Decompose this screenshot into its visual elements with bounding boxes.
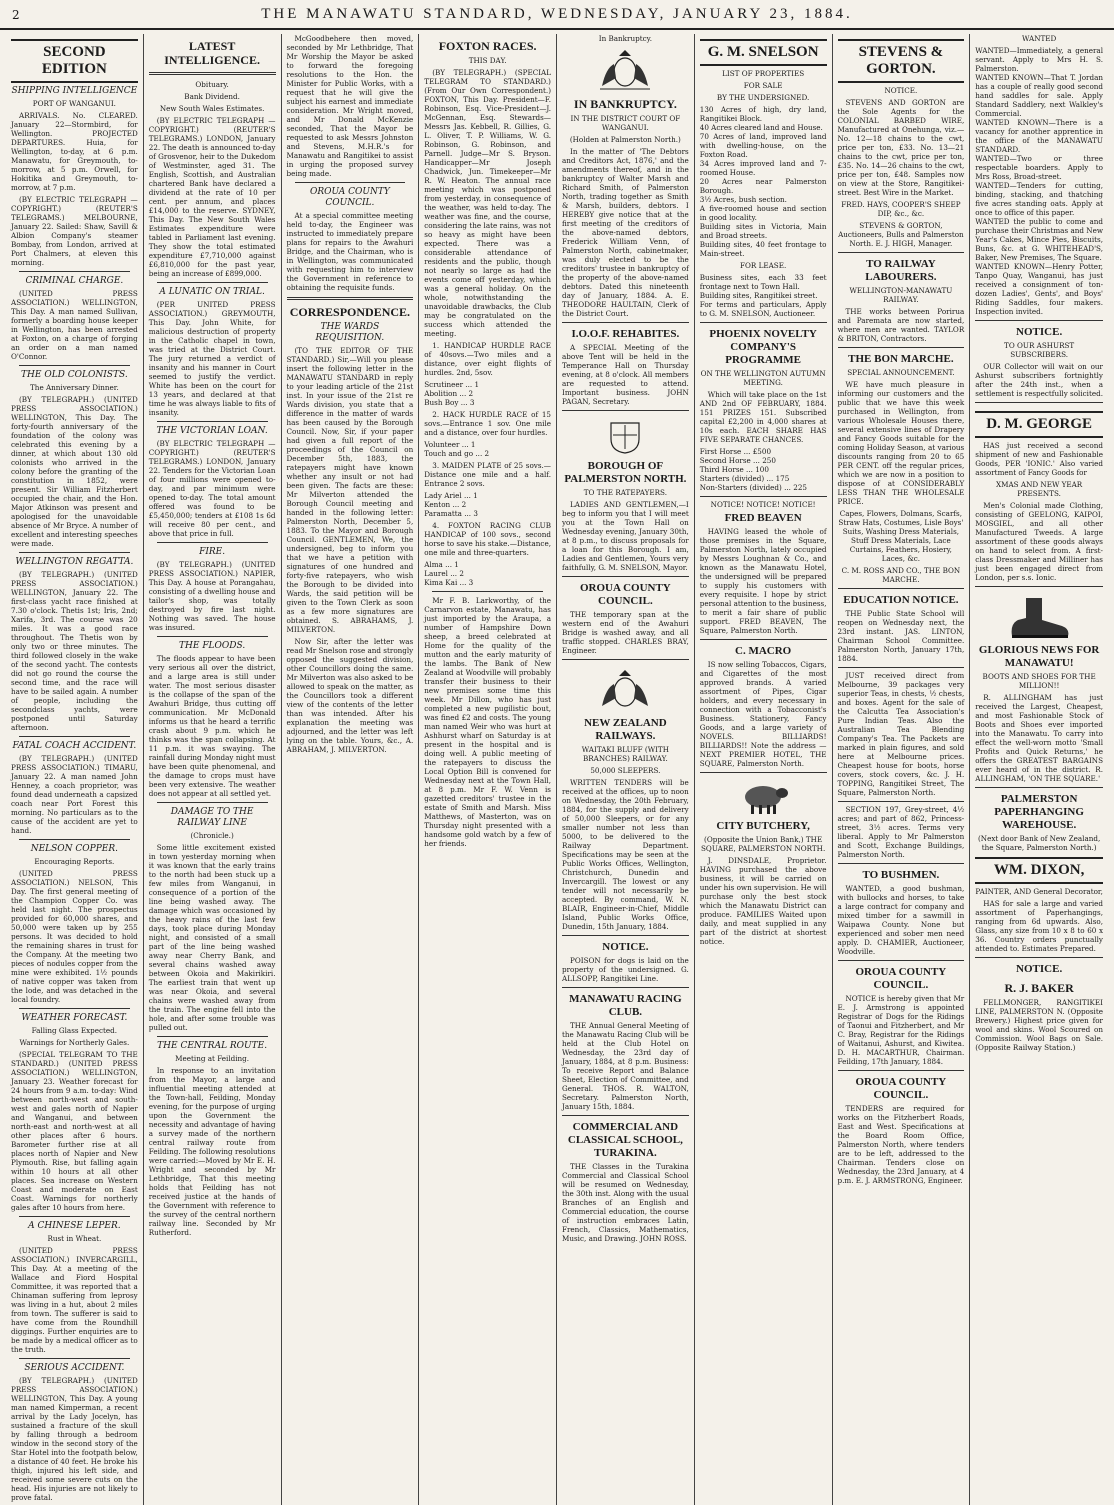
stevens-notice: NOTICE. — [884, 86, 918, 95]
school-body: THE Classes in the Turakina Commercial and Classical School will be resumed on Wednesday, the 30th inst. Along with the usual Branches of an English and Commercial education, the course of instruction embraces Latin, French, Classics, Mathematics, Music, and Drawing. JOHN ROSS. — [562, 1162, 689, 1243]
butchery-heading: CITY BUTCHERY, — [716, 820, 810, 832]
george-heading: D. M. GEORGE — [975, 411, 1103, 438]
snelson-for-sale: FOR SALE — [743, 81, 783, 90]
second-edition-heading: SECOND EDITION — [11, 39, 138, 83]
dixon-body: HAS for sale a large and varied assortment of Paperhangings, ranging from 6d upwards. Also, Glass, any size from 10 x 8 to 60 x 36. Country orders punctually attended to. Estimates Prepared. — [975, 899, 1103, 953]
bankruptcy-label: In Bankruptcy. — [598, 34, 653, 43]
section-body: SECTION 197, Grey-street, 4½ acres; and part of 862, Princess-street, 3½ acres. Terms very liberal. Apply to Mr Palmerston and Scott, Exchange Buildings, Palmerston North. — [837, 805, 965, 859]
railway-labourers-body: THE works between Porirua and Paremata are now started, where men are wanted. TAYLOR & BRITON, Contractors. — [837, 307, 965, 343]
ratepayers-body: LADIES AND GENTLEMEN,—I beg to inform you that I will meet you at the Town Hall on Wednesday evening, January 30th, at 8 p.m., to discuss proposals for a loan for this Borough. I am, Ladies and Gentlemen, Yours very faithfully, G. M. SNELSON, Mayor. — [562, 500, 689, 572]
oroua-dogs-heading: OROUA COUNTY COUNCIL. — [855, 966, 947, 991]
railways-heading: NEW ZEALAND RAILWAYS. — [584, 717, 667, 742]
railway-labourers-subheading: WELLINGTON-MANAWATU RAILWAY. — [849, 286, 953, 304]
snelson-list-title: LIST OF PROPERTIES — [722, 69, 805, 78]
masthead-title: THE MANAWATU STANDARD, WEDNESDAY, JANUARY 23, 1884. — [261, 5, 853, 22]
foxton-races-subheading: THIS DAY. — [468, 56, 507, 65]
coach-body: (BY TELEGRAPH.) (UNITED PRESS ASSOCIATION.) TIMARU, January 22. A man named John Henney, a coach proprietor, was found dead underneath a capsized coach near Port Forest this morning. No particulars as to the cause of the accident are yet to hand. — [11, 754, 138, 835]
oroua-notice-heading: OROUA COUNTY COUNCIL. — [579, 582, 671, 607]
ioof-notice — [562, 322, 689, 406]
obituary-heading: Obituary. — [195, 80, 229, 89]
court-heading: IN THE DISTRICT COURT OF WANGANUI. — [570, 114, 681, 132]
bankruptcy-body: In the matter of 'The Debtors and Creditors Act, 1876,' and the amendments thereof, and in the bankruptcy of Walter Marsh and Richard Smith, of Palmerston North, trading together as Smith & Marsh, builders, debtors. I HEREBY give notice that at the first meeting of the creditors of the above-named debtors, Frederick William Venn, of Palmerston North, cabinetmaker, was duly elected to be the creditors' trustee in bankruptcy of the property of the above-named debtors. Dated this nineteenth day of January, 1884. A. E. THEODORE HAULTAIN, Clerk of the District Court. — [562, 147, 689, 318]
phoenix-ad — [700, 322, 827, 492]
regatta-body: (BY TELEGRAPH.) (UNITED PRESS ASSOCIATION.) WELLINGTON, January 22. The first-class yacht race finished at 7.30 o'clock. Thetis 1st; Iris, 2nd; Xarifa, 3rd. The course was 20 miles. It was a good race throughout. The Thetis won by only two or three minutes. The third followed closely in the wake of the second yacht. The contests did not go round the course the second time, and the race will have to be sailed again. A number of people, including the secondclass yachts, were postponed until Saturday afternoon. — [11, 570, 138, 732]
column-5 — [557, 34, 695, 1505]
racing-club-heading: MANAWATU RACING CLUB. — [569, 993, 682, 1018]
ioof-body: A SPECIAL Meeting of the above Tent will be held in the Temperance Hall on Thursday evening, at 8 o'clock. All members are requested to attend. Important business. JOHN PAGAN, Secretary. — [562, 343, 689, 406]
railway-damage-source: (Chronicle.) — [190, 831, 234, 840]
snelson-heading: G. M. SNELSON — [700, 39, 827, 66]
correspondence-heading: CORRESPONDENCE. — [289, 305, 411, 319]
wanted-label: WANTED — [1021, 34, 1057, 43]
divider — [19, 552, 130, 553]
borough-heading: BOROUGH OF PALMERSTON NORTH. — [564, 460, 687, 485]
boots-ad — [975, 586, 1103, 783]
weather-heading: WEATHER FORECAST. — [21, 1013, 128, 1023]
sheep-dip-heading: FRED. HAYS, COOPER'S SHEEP DIP, &c., &c. — [841, 200, 961, 218]
divider — [19, 1358, 130, 1359]
beaven-body: HAVING leased the whole of those premises in the Square, Palmerston North, lately occupied by Messrs Loughnan & Co., and known as the Manawatu Hotel, the undersigned will be prepared to supply his customers with every requisite. I hope by strict personal attention to the business, to merit a fair share of public support. FRED BEAVEN, The Square, Palmerston North. — [699, 527, 827, 635]
royal-crest-icon — [594, 48, 656, 92]
butchery-subheading: (Opposite the Union Bank,) THE SQUARE, PALMERSTON NORTH. — [701, 835, 826, 853]
obituary-body: (BY ELECTRIC TELEGRAPH — COPYRIGHT.) (REUTER'S TELEGRAMS.) LONDON, January 22. The death is announced to-day of Grosvenor, heir to the Dukedom of Westminster, aged 31. The English, Scottish, and Australian chartered Bank have declared a dividend at the rate of 10 per cent. per annum, and places £14,000 to the reserve. SYDNEY, This Day. The New South Wales Estimates expenditure were tabled in Parliament last evening. They show the total estimated expenditure £7,710,000 against £6,810,000 for the past year, being an increase of £899,000. — [148, 116, 276, 278]
divider — [157, 1036, 268, 1037]
oroua-body: At a special committee meeting held to-day, the Engineer was instructed to immediately prepare plans for repairs to the Awahuri Bridge, and the Chairman, who is in Wellington, was communicated with requesting him to interview the Government in reference to obtaining the requisite funds. — [286, 211, 414, 292]
loan-heading: THE VICTORIAN LOAN. — [156, 426, 268, 436]
railway-damage-heading: DAMAGE TO THE RAILWAY LINE — [170, 807, 254, 828]
colonists-subheading: The Anniversary Dinner. — [30, 383, 119, 392]
railway-labourers-ad — [838, 252, 965, 343]
latest-heading: LATEST INTELLIGENCE. — [164, 39, 260, 67]
colonists-heading: THE OLD COLONISTS. — [21, 370, 128, 380]
floods-heading: THE FLOODS. — [179, 641, 246, 651]
oroua-tenders-body: TENDERS are required for works on the Fitzherbert Roads, East and West. Specifications at the Board Room Office, Palmerston North, where tenders are to be left, addressed to the Chairman. Tenders close on Wednesday, the 23rd January, at 4 p.m. E. J. ARMSTRONG, Engineer. — [837, 1104, 965, 1185]
column-2 — [144, 34, 282, 1505]
school-heading: COMMERCIAL AND CLASSICAL SCHOOL, TURAKINA. — [567, 1121, 683, 1159]
central-route-subheading: Meeting at Feilding. — [175, 1054, 250, 1063]
divider — [19, 736, 130, 737]
royal-crest-icon — [594, 668, 656, 712]
divider — [287, 297, 414, 300]
local-news-body: Mr F. B. Larkworthy, of the Carnarvon estate, Manawatu, has just imported by the Araupa, a number of Hampshire Down sheep, a breed celebrated at Home for the quality of the mutton and the early maturity of the lambs. The Bank of New Zealand at Woodville will probably transfer their business to their new premises some time this week. Mr Dillon, who has just completed a new pugilistic bout, was fined £2 and costs. The young man named Weir who was hurt at Ashhurst wharf on Saturday is at present in the hospital and is doing well. A public meeting of the ratepayers to discuss the Local Option Bill is convened for Wednesday next at the Town Hall, at 8 p.m. Mr F. W. Venn is gazetted creditors' trustee in the estate of Smith and Marsh. Miss Matthews, of Masterton, was on Thursday night presented with a handsome gold watch by a few of her friends. — [424, 596, 551, 848]
bon-marche-ad — [838, 347, 965, 584]
foxton-races-heading: FOXTON RACES. — [438, 39, 537, 53]
column-3 — [282, 34, 420, 1505]
race-3-results: Lady Ariel ... 1 Kenton ... 2 Paramatta ... 3 — [424, 491, 478, 518]
lunatic-heading: A LUNATIC ON TRIAL. — [159, 287, 265, 297]
paperhanging-subheading: (Next door Bank of New Zealand, the Square, Palmerston North.) — [977, 834, 1101, 852]
ashurst-notice-label: NOTICE. — [1016, 326, 1063, 338]
education-ad — [838, 588, 965, 663]
race-2-results: Volunteer ... 1 Touch and go ... 2 — [424, 440, 490, 458]
wards-body-2: Now Sir, after the letter was read Mr Snelson rose and strongly opposed the suggested division, other Councillors doing the same. Mr Milverton was also asked to be allowed to speak on the matter, as the Councillors took a different view of the contents of the letter than was intended. After his explanation the meeting was adjourned, and the letter was left lying on the table. Yours, &c., A. ABRAHAM, J. MILVERTON. — [286, 637, 414, 754]
divider — [149, 72, 276, 75]
leper-body: (UNITED PRESS ASSOCIATION.) INVERCARGILL, This Day. At a meeting of the Wallace and Fiord Hospital Committee, it was reported that a Chinaman suffering from leprosy was living in a hut, about 2 miles from town. The sufferer is said to have come from the Roundhill diggings. Further enquiries are to be made by a medical officer as to the truth. — [11, 1246, 138, 1354]
poison-notice — [562, 935, 689, 983]
shipping-body: ARRIVALS. No. CLEARED. January 22—Stormbird, for Wellington. PROJECTED DEPARTURES. Huia, for Wellington, to-day, at 6 p.m. Manawatu, for Greymouth, to-morrow, at 5 p.m. Orwell, for Hokitika and Greymouth, to-morrow, at 7 p.m. — [11, 111, 138, 192]
george-body-2: Men's Colonial made Clothing, consisting of GEELONG, KAIPOI, MOSGIEL, and all other Manufactured Tweeds. A large assortment of these goods always on hand to select from. A first-class Dressmaker and Milliner has just been engaged direct from London, per s.s. Ionic. — [975, 501, 1103, 582]
race-1-results: Scrutineer ... 1 Abolition ... 2 Bush Boy ... 3 — [424, 380, 480, 407]
bankruptcy-heading: IN BANKRUPTCY. — [573, 97, 677, 111]
divider — [432, 591, 543, 592]
baker-ad — [975, 957, 1103, 1052]
colonists-body: (BY TELEGRAPH.) (UNITED PRESS ASSOCIATION.) WELLINGTON, This Day. The forty-fourth anniversary of the foundation of the colony was celebrated this evening by a dinner, at which about 130 old colonists who arrived in the colony before the granting of the constitution in 1852, were present. Sir William Fitzherbert occupied the chair, and the Hon. Major Atkinson was present and apologised for the unavoidable absence of Mr Bryce. A number of excellent and interesting speeches were made. — [11, 395, 138, 548]
borough-notice — [562, 410, 689, 572]
divider — [19, 1008, 130, 1009]
phoenix-heading: PHOENIX NOVELTY COMPANY'S PROGRAMME — [709, 328, 817, 366]
tea-ad — [838, 667, 965, 797]
phoenix-prizes: First Horse ... £500 Second Horse ... 250 Third Horse ... 100 Starters (divided) ... 175 Non-Starters (divided) ... 225 — [699, 447, 807, 492]
loan-body: (BY ELECTRIC TELEGRAPH — COPYRIGHT.) (REUTER'S TELEGRAMS.) LONDON, January 22. Tenders for the Victorian Loan of four millions were opened to-day, and par minimum were opened to-day. The total amount offered was found to be £5,450,000; tenders at £108 1s 6d will receive 80 per cent., and above that price in full. — [148, 439, 276, 538]
lease-heading: FOR LEASE. — [740, 261, 787, 270]
criminal-heading: CRIMINAL CHARGE. — [25, 276, 124, 286]
oroua-heading: OROUA COUNTY COUNCIL. — [309, 187, 390, 208]
column-1 — [6, 34, 144, 1505]
bushmen-body: WANTED, a good bushman, with bullocks and horses, to take a large contract for company and mixed timber for a sawmill in Waipawa County. None but experienced and sober men need apply. D. CHAMIER, Auctioneer, Woodville. — [837, 884, 965, 956]
education-body: THE Public State School will reopen on Wednesday next, the 23rd instant. JAS. LINTON, Chairman School Committee. Palmerston North, January 17th, 1884. — [837, 609, 965, 663]
stevens-body: STEVENS AND GORTON are the Sole Agents for the COLONIAL BARBED WIRE, Manufactured at Onehunga, viz.— No. 12—18 chains to the cwt, price per ton, £33. No. 13—21 chains to the cwt, price per ton, £35. No. 14—26 chains to the cwt, price per ton, £48. Samples now on view at the Store, Rangitikei-street. Best Wire in the Market. — [837, 98, 965, 197]
race-2-description: 2. HACK HURDLE RACE of 15 sovs.—Entrance 1 sov. One mile and a distance, over four hurdles. — [424, 410, 551, 437]
court-subheading: (Holden at Palmerston North.) — [569, 135, 681, 144]
racing-club-body: THE Annual General Meeting of the Manawatu Racing Club will be held at the Club Hotel on Wednesday, the 23rd day of January, 1884, at 8 p.m. Business: To receive Report and Balance Sheet, Election of Committee, and General. THOS. R. WALTON, Secretary. Palmerston North, January 15th, 1884. — [562, 1021, 689, 1111]
column-8 — [970, 34, 1108, 1505]
column-7 — [833, 34, 971, 1505]
railway-labourers-heading: TO RAILWAY LABOURERS. — [865, 258, 937, 283]
wards-body: (TO THE EDITOR OF THE STANDARD.) Sir,—Will you please insert the following letter in the MANAWATU STANDARD in reply to your leading article of the 21st inst. In your issue of the 21st re Wards division, you state that a difference in the matter of wards has been caused by the Borough Council. Now, Sir, if your paper had given a full report of the proceedings of the Council on December 5th, 1883, the ratepayers might have known whether any insult or not had been given. The facts are these: Mr Milverton attended the Borough Council meeting and handed in the following letter: Palmerston North, December 5, 1883. To the Mayor and Borough Council. GENTLEMEN, We, the undersigned, beg to inform you that we have a petition with signatures of one hundred and forty-five ratepayers, who wish the Borough to be divided into Wards, the said petition will be given to the Town Clerk as soon as a few more signatures are obtained. S. ABRAHAMS, J. MILVERTON. — [286, 346, 414, 634]
george-ad — [975, 402, 1103, 582]
oroua-tenders-ad — [838, 1070, 965, 1185]
race-1-description: 1. HANDICAP HURDLE RACE of 40sovs.—Two miles and a distance, over eight flights of hurdles. 2nd, 5sov. — [424, 341, 551, 377]
railways-body: WRITTEN TENDERS will be received at the offices, up to noon on Wednesday, the 20th February, 1884, for the supply and delivery of 50,000 Sleepers, or for any smaller number not less than 5000, to be delivered to the Railway Department. Specifications may be seen at the Public Works Offices, Wellington, Christchurch, Dunedin and Invercargill. The lowest or any tender will not necessarily be accepted. By command, W. N. BLAIR, Engineer-in-Chief, Middle Island, Public Works Office, Dunedin, 15th January, 1884. — [562, 778, 689, 931]
bank-dividend-heading: Bank Dividend. — [184, 92, 240, 101]
central-route-heading: THE CENTRAL ROUTE. — [157, 1041, 268, 1051]
tea-body: JUST received direct from Melbourne, 39 packages very superior Teas, in chests, ½ chests, and boxes. Agent for the sale of the Calcutta Tea Association's Pure Indian Teas. Also the Australian Tea Blending Company's Tea. The Packets are marked in plain figures, and sold here at Melbourne prices. Cheapest house for boots, horse covers, stock covers, &c. J. H. TOPPING, Rangitikei Street, The Square, Palmerston North. — [837, 671, 965, 797]
divider — [157, 542, 268, 543]
boot-icon — [1004, 594, 1074, 640]
section-ad — [838, 801, 965, 859]
divider — [295, 182, 406, 183]
column-4 — [419, 34, 557, 1505]
xmas-heading: XMAS AND NEW YEAR PRESENTS. — [996, 480, 1083, 498]
boots-body: R. ALLINGHAM has just received the Largest, Cheapest, and most Fashionable Stock of Boots and Shoes ever imported into the Manawatu. To carry into effect the well-worn motto 'Small Profits and Quick Returns,' he offers the GREATEST BARGAINS ever heard of in the district. R. ALLINGHAM, 'ON THE SQUARE.' — [975, 693, 1103, 783]
baker-body: FELLMONGER, RANGITIKEI LINE, PALMERSTON N. (Opposite Brewery.) Highest price given for wool and skins. Wool Scoured on Commission. Wool Bags on Sale. (Opposite Railway Station.) — [975, 998, 1103, 1052]
ashurst-notice — [975, 320, 1103, 398]
divider — [19, 271, 130, 272]
shipping-port: PORT OF WANGANUI. — [32, 99, 116, 108]
weather-warning: Warnings for Northerly Gales. — [19, 1038, 130, 1047]
bon-marche-body: WE have much pleasure in informing our customers and the public that we have this week purchased in Wellington, from various Wholesale Houses there, several extensive lines of Drapery and Fancy Goods suitable for the coming Holiday Season, at various discounts ranging from 20 to 65 PER CENT. off the regular prices, which we are now in a position to dispose of at CONSIDERABLY LESS THAN THE WHOLESALE PRICE. — [837, 380, 965, 506]
masthead — [0, 0, 1114, 30]
ioof-heading: I.O.O.F. REHABITES. — [571, 328, 680, 340]
race-4-description: 4. FOXTON RACING CLUB HANDICAP of 100 sovs., second horse to save his stake.—Distance, one mile and three-quarters. — [424, 521, 551, 557]
accident-heading: SERIOUS ACCIDENT. — [24, 1363, 125, 1373]
macro-heading: C. MACRO — [735, 645, 792, 657]
ashurst-heading: TO OUR ASHURST SUBSCRIBERS. — [1004, 341, 1075, 359]
bon-marche-signature: C. M. ROSS AND CO., THE BON MARCHE. — [841, 566, 961, 584]
oroua-bridge-notice — [562, 576, 689, 655]
boots-subheading: BOOTS AND SHOES FOR THE MILLION!! — [982, 672, 1096, 690]
bushmen-heading: TO BUSHMEN. — [862, 869, 940, 881]
regatta-heading: WELLINGTON REGATTA. — [15, 557, 134, 567]
snelson-by: BY THE UNDERSIGNED. — [716, 93, 810, 102]
bon-marche-subheading: SPECIAL ANNOUNCEMENT. — [847, 368, 955, 377]
oroua-notice-body: THE temporary span at the western end of the Awahuri Bridge is washed away, and all traffic stopped. CHARLES BRAY, Engineer. — [562, 610, 689, 655]
phoenix-subheading: ON THE WELLINGTON AUTUMN MEETING. — [700, 369, 826, 387]
oroua-tenders-heading: OROUA COUNTY COUNCIL. — [855, 1076, 947, 1101]
beaven-ad — [700, 496, 827, 635]
page-number: 2 — [12, 8, 20, 22]
mail-body: (BY ELECTRIC TELEGRAPH — COPYRIGHT.) (REUTER'S TELEGRAMS.) MELBOURNE, January 22. Sailed: Shaw, Savill & Albion Company's steamer Bombay, from London, arrived at Port Chalmers, at eleven this morning. — [11, 195, 138, 267]
stevens-signature: STEVENS & GORTON, Auctioneers, Bulls and Palmerston North. E. J. HIGH, Manager. — [838, 221, 964, 248]
divider — [157, 636, 268, 637]
floods-body: The floods appear to have been very serious all over the district, and a large area is still under water. The most serious disaster is the collapse of the span of the Awahuri Bridge, thus cutting off communication. Mr McDonald informs us that he heard a terrific crash about 9 p.m. which he thinks was the span collapsing. At 11 p.m. it was swaying. The rainfall during Monday night must have been quite phenomenal, and the damage to crops must have been very extensive. The weather does not appear at all settled yet. — [148, 654, 276, 798]
lunatic-body: (PER UNITED PRESS ASSOCIATION.) GREYMOUTH, This Day. John White, for malicious destruction of property in the Catholic chapel in town, was tried at the District Court. The jury returned a verdict of insanity and his manner in Court seemed to justify the verdict. White has been on the court for 13 years, and declared at that time he was always liable to fits of insanity. — [148, 300, 276, 417]
copper-body: (UNITED PRESS ASSOCIATION.) NELSON, This Day. The first general meeting of the Champion Copper Co. was held last night. The prospectus provided for 60,000 shares, and 50,000 were taken up by 255 persons. It was decided to hold the remaining shares in trust for the Company. At the meeting two pieces of nodules copper from the mine were exhibited. 1½ pounds of native copper was taken from the lode, and was detached in the local foundry. — [11, 869, 138, 1004]
divider — [19, 1216, 130, 1217]
butchery-body: J. DINSDALE, Proprietor. HAVING purchased the above business, it will be carried on under his own supervision. He will purchase only the best stock which the Manawatu District can produce. FAMILIES Waited upon daily, and meat supplied in any part of the district at shortest notice. — [699, 856, 827, 946]
oroua-dogs-body: NOTICE is hereby given that Mr E. J. Armstrong is appointed Registrar of Dogs for the Ridings of Taonui and Fitzherbert, and Mr C. Bray, Registrar for the Ridings of Waitanui, Ashurst, and Kiwitea. D. H. MACARTHUR, Chairman. Feilding, 17th January, 1884. — [837, 994, 965, 1066]
railway-damage-body: Some little excitement existed in town yesterday morning when it was known that the early trains to the north had been stuck up a few miles from Wanganui, in consequence of a portion of the line being washed away. The damage which was occasioned by the heavy rains of the last few days, took place during Monday night, and consisted of a small part of the line being washed away near Cherry Bank, and several chains washed away between Okoia and Makirikiri. The earliest train that went up was near Okoia, and several chains were washed away from the train. The engine fell into the hole, and after some trouble was pulled out. — [148, 843, 276, 1032]
wanted-body: WANTED—Immediately, a general servant. Apply to Mrs H. S. Palmerston. WANTED KNOWN—That T. Jordan has a couple of really good second hand saddles for sale. Apply Standard Saddlery, next Walkley's Commercial. WANTED KNOWN—There is a vacancy for another apprentice in the office of the MANAWATU STANDARD. WANTED—Two or three respectable boarders. Apply to Mrs Ross, Broad-street. WANTED—Tenders for cutting, binding, stacking, and thatching five acres standing oats. Apply at once to office of this paper. WANTED the public to come and purchase their Christmas and New Year's Cakes, Mince Pies, Biscuits, Buns, &c. at G. WHITEHEAD'S, Baker, New Premises, The Square. WANTED KNOWN—Henry Potter, Tanpo Quay, Wanganui, has just received a consignment of ton-dozen Ladies', Gents', and Boys' Riding Saddles, four makers. Inspection invited. — [975, 46, 1103, 316]
ashurst-body: OUR Collector will wait on our Ashurst subscribers fortnightly after the 24th inst., when a settlement is respectfully solicited. — [975, 362, 1104, 398]
divider — [157, 282, 268, 283]
column-6 — [695, 34, 833, 1505]
dixon-heading: WM. DIXON, — [975, 857, 1103, 884]
george-body: HAS just received a second shipment of new and Fashionable Goods, PER 'IONIC.' Also varied assortment of Fancy Goods for — [975, 441, 1103, 477]
paperhanging-ad — [975, 787, 1103, 953]
fire-body: (BY TELEGRAPH.) (UNITED PRESS ASSOCIATION.) NAPIER, This Day. A house at Porangahau, consisting of a dwelling house and tailor's shop, was totally destroyed by fire last night. Nothing was saved. The house was insured. — [148, 560, 276, 632]
borough-seal-icon — [603, 419, 647, 455]
beaven-notice: NOTICE! NOTICE! NOTICE! — [710, 500, 816, 509]
copper-heading: NELSON COPPER. — [30, 844, 119, 854]
central-route-continued: McGoodbehere then moved, seconded by Mr Lethbridge, That Mr Worship the Mayor be asked to forward the foregoing resolutions to the Hon. the Minister for Public Works, with a request that he will give the subject his earnest and immediate consideration. Mr Wright moved, and Mr Donald McKenzie seconded, That the Mayor be requested to ask Messrs Johnston and Stevens, M.H.R.'s for Manawatu and Rangitikei to assist in urging the proposed survey being made. — [286, 34, 414, 178]
newspaper-columns — [6, 34, 1108, 1502]
divider — [19, 839, 130, 840]
bon-marche-items: Capes, Flowers, Dolmans, Scarfs, Straw Hats, Costumes, Lisle Boys' Suits, Washing Dress Materials, Stuff Dress Materials, Lace Curtains, Feathers, Hosiery, Laces, &c. — [838, 509, 964, 563]
central-route-body: In response to an invitation from the Mayor, a large and influential meeting attended at the Town-hall, Feilding, Monday evening, for the purpose of urging upon the Government the necessity and advantage of having a survey made of the northern central railway route from Feilding. The following resolutions were carried:—Moved by Mr E. H. Wright and seconded by Mr Lethbridge, That this meeting holds that Feilding has not received justice at the hands of the Government with reference to the survey of the central northern railway line. Seconded by Mr Rutherford. — [148, 1066, 276, 1237]
ratepayers-heading: TO THE RATEPAYERS. — [583, 488, 667, 497]
macro-body: IS now selling Tobaccos, Cigars, and Cigarettes of the most approved brands. A varied assortment of Pipes, Cigar holders, and every necessary in connection with a Tobacconist's Business. Stationery, Fancy Goods, and a large variety of NOVELS. BILLIARDS! BILLIARDS!! Note the address — NEXT PREMIER HOTEL, THE SQUARE, Palmerston North. — [699, 660, 827, 768]
copper-subheading: Encouraging Reports. — [34, 857, 115, 866]
oroua-dogs-ad — [838, 960, 965, 1066]
school-notice — [562, 1115, 689, 1243]
race-4-results: Alma ... 1 Laurel ... 2 Kima Kai ... 3 — [424, 560, 474, 587]
bon-marche-heading: THE BON MARCHE. — [848, 353, 954, 365]
racing-club-notice — [562, 987, 689, 1111]
lease-body: Business sites, each 33 feet frontage next to Town Hall. Building sites, Rangitikei street. For terms and particulars, Apply to G. M. SNELSON, Auctioneer. — [699, 273, 827, 318]
weather-body: (SPECIAL TELEGRAM TO THE STANDARD.) (UNITED PRESS ASSOCIATION.) WELLINGTON, January 23. Weather forecast for 24 hours from 9 a.m. to-day: Wind between north-west and south-west and gales north of Napier and Wanganui, and between north-east and north-west at all other places after 6 hours. Barometer further rise at all places north of Napier and New Plymouth. Rise, but falling again within 10 hours at all other places. Sea increase on Western Coast and moderate on East Coast. Warnings for northerly gales after 10 hours from here. — [11, 1050, 138, 1212]
bushmen-ad — [838, 863, 965, 956]
snelson-properties: 130 Acres of high, dry land, Rangitikei Block. 40 Acres cleared land and House. 70 Acres of land, improved land with dwelling-house, on the Foxton Road. 34 Acres improved land and 7-roomed House. 20 Acres near Palmerston Borough. 3½ Acres, bush section. A five-roomed house and section in good locality. Building sites in Victoria, Main and Broad streets. Building sites, 40 feet frontage to Main-street. — [699, 105, 827, 258]
accident-body: (BY TELEGRAPH.) (UNITED PRESS ASSOCIATION.) WELLINGTON, This Day. A young man named Kimperman, a recent arrival by the Lady Jocelyn, has sustained a fracture of the skull by falling through a bedroom window in the second story of the Star Hotel into the footpath below, a distance of 40 feet. He broke his thigh, injured his left side, and received some severe cuts on the head. His injuries are not likely to prove fatal. — [11, 1376, 138, 1502]
divider — [157, 421, 268, 422]
shipping-heading: SHIPPING INTELLIGENCE — [11, 86, 138, 96]
foxton-races-body: (BY TELEGRAPH.) (SPECIAL TELEGRAM TO STANDARD.) (From Our Own Correspondent.) FOXTON, This Day. President—F. Robinson, Esq. Vice-President—J. McGennan, Esq. Stewards—Messrs Jas. Kebbell, R. Gillies, G. L. Oliver, T. P. Williams, W. G. Robinson, G. Robinson, and Parnell. Judge—Mr S. Bryson. Handicapper—Mr Joseph Chadwick, Jun. Timekeeper—Mr R. W. Heaton. The annual race meeting which was postponed from yesterday, in consequence of the weather, was held to-day. The weather was fine, and the course, considering the late rains, was not so heavy as might have been expected. There was a considerable attendance of residents and the public, though not nearly so large as had the events come off yesterday, which was a general holiday. On the whole, notwithstanding the unavoidable drawbacks, the Club may be congratulated on the success which attended the meeting. — [424, 68, 551, 338]
coach-heading: FATAL COACH ACCIDENT. — [12, 741, 137, 751]
divider — [157, 802, 268, 803]
divider — [19, 365, 130, 366]
education-heading: EDUCATION NOTICE. — [843, 594, 959, 606]
railways-subheading: WAITAKI BLUFF (WITH BRANCHES) RAILWAY. — [581, 745, 669, 763]
nsw-estimates-heading: New South Wales Estimates. — [159, 104, 265, 113]
boots-heading: GLORIOUS NEWS FOR MANAWATU! — [978, 644, 1100, 669]
phoenix-body: Which will take place on the 1st AND 2nd OF FEBRUARY, 1884. 151 PRIZES 151. Subscribed capital £2,200 in 4,000 shares at 10s each. EACH SHARE HAS FIVE SEPARATE CHANCES. — [699, 390, 827, 444]
leper-heading: A CHINESE LEPER. — [28, 1221, 121, 1231]
stevens-heading: STEVENS & GORTON. — [838, 39, 965, 83]
railways-sleepers: 50,000 SLEEPERS. — [590, 766, 661, 775]
poison-heading: NOTICE. — [602, 941, 649, 953]
wards-heading: THE WARDS REQUISITION. — [315, 322, 385, 343]
railways-notice — [562, 659, 689, 931]
race-3-description: 3. MAIDEN PLATE of 25 sovs.—Distance one mile and a half. Entrance 2 sovs. — [424, 461, 551, 488]
baker-name: R. J. BAKER — [1004, 981, 1074, 995]
beaven-name: FRED BEAVEN — [724, 512, 802, 524]
criminal-body: (UNITED PRESS ASSOCIATION.) WELLINGTON, This Day. A man named Sullivan, formerly a boarding house keeper in Wellington, has been arrested at Foxton, on a charge of forging an order on a man named O'Connor. — [11, 289, 138, 361]
baker-notice: NOTICE. — [1016, 963, 1063, 975]
fire-heading: FIRE. — [199, 547, 226, 557]
dixon-subheading: PAINTER, AND General Decorator, — [975, 887, 1103, 896]
weather-subheading: Falling Glass Expected. — [31, 1026, 118, 1035]
macro-ad — [700, 639, 827, 768]
leper-subheading: Rust in Wheat. — [47, 1234, 102, 1243]
poison-body: POISON for dogs is laid on the property of the undersigned. G. ALLSOPP, Rangitikei Line. — [562, 956, 689, 983]
sheep-icon — [733, 780, 793, 816]
paperhanging-heading: PALMERSTON PAPERHANGING WAREHOUSE. — [994, 793, 1084, 831]
butchery-ad — [700, 772, 827, 946]
